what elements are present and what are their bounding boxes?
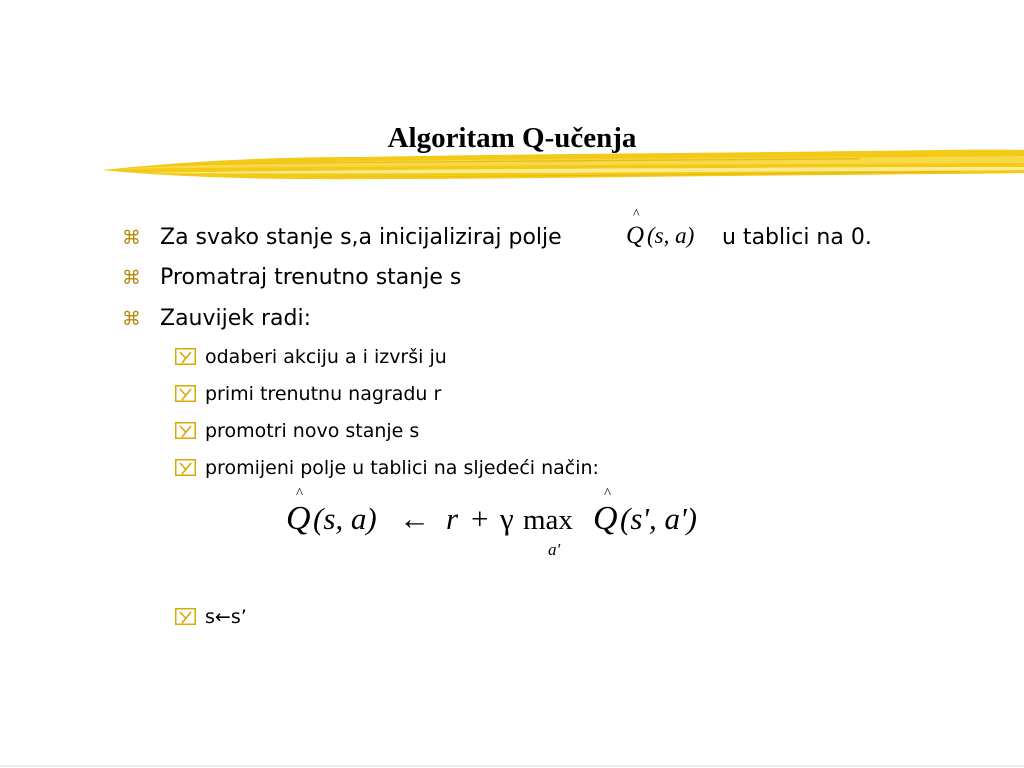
bullet-text: Zauvijek radi: [160, 306, 312, 331]
subbullet-text: primi trenutnu nagradu r [205, 383, 442, 405]
assign-arrow: ← [399, 501, 430, 536]
slide-title: Algoritam Q-učenja [387, 122, 637, 154]
checkbox-y-icon [175, 348, 196, 365]
checkbox-y-icon [175, 385, 196, 402]
q-arguments: (s, a) [647, 223, 695, 248]
q-symbol: Q [626, 222, 645, 249]
inline-q-formula [624, 200, 716, 256]
plus-symbol: + [471, 501, 489, 536]
checkbox-y-icon [175, 459, 196, 476]
bullet-text-after-formula: u tablici na 0. [722, 225, 872, 250]
checkbox-y-icon [175, 422, 196, 439]
lhs-hat-symbol: ^ [296, 486, 304, 502]
max-subscript: a' [548, 540, 561, 559]
bottom-divider [0, 765, 1024, 767]
bullet-text: Promatraj trenutno stanje s [160, 265, 462, 290]
gamma-symbol: γ [500, 501, 514, 536]
subbullet-text: odaberi akciju a i izvrši ju [205, 346, 447, 368]
command-key-icon: ⌘ [122, 227, 141, 249]
hat-symbol: ^ [633, 207, 640, 222]
checkbox-y-icon [175, 608, 196, 625]
max-operator: max [523, 504, 573, 536]
q-update-formula [282, 484, 732, 564]
rhs-hat-symbol: ^ [604, 486, 612, 502]
command-key-icon: ⌘ [122, 308, 141, 330]
lhs-arguments: (s, a) [313, 501, 377, 536]
bullet-text: Za svako stanje s,a inicijaliziraj polje [160, 225, 562, 250]
lhs-q-symbol: Q [286, 500, 311, 537]
command-key-icon: ⌘ [122, 267, 141, 289]
rhs-q-symbol: Q [593, 500, 618, 537]
reward-symbol: r [446, 501, 459, 536]
subbullet-text: promijeni polje u tablici na sljedeći način: [205, 457, 599, 479]
subbullet-text: promotri novo stanje s [205, 420, 420, 442]
rhs-arguments: (s', a') [620, 501, 697, 536]
subbullet-text: s←s’ [205, 606, 247, 628]
